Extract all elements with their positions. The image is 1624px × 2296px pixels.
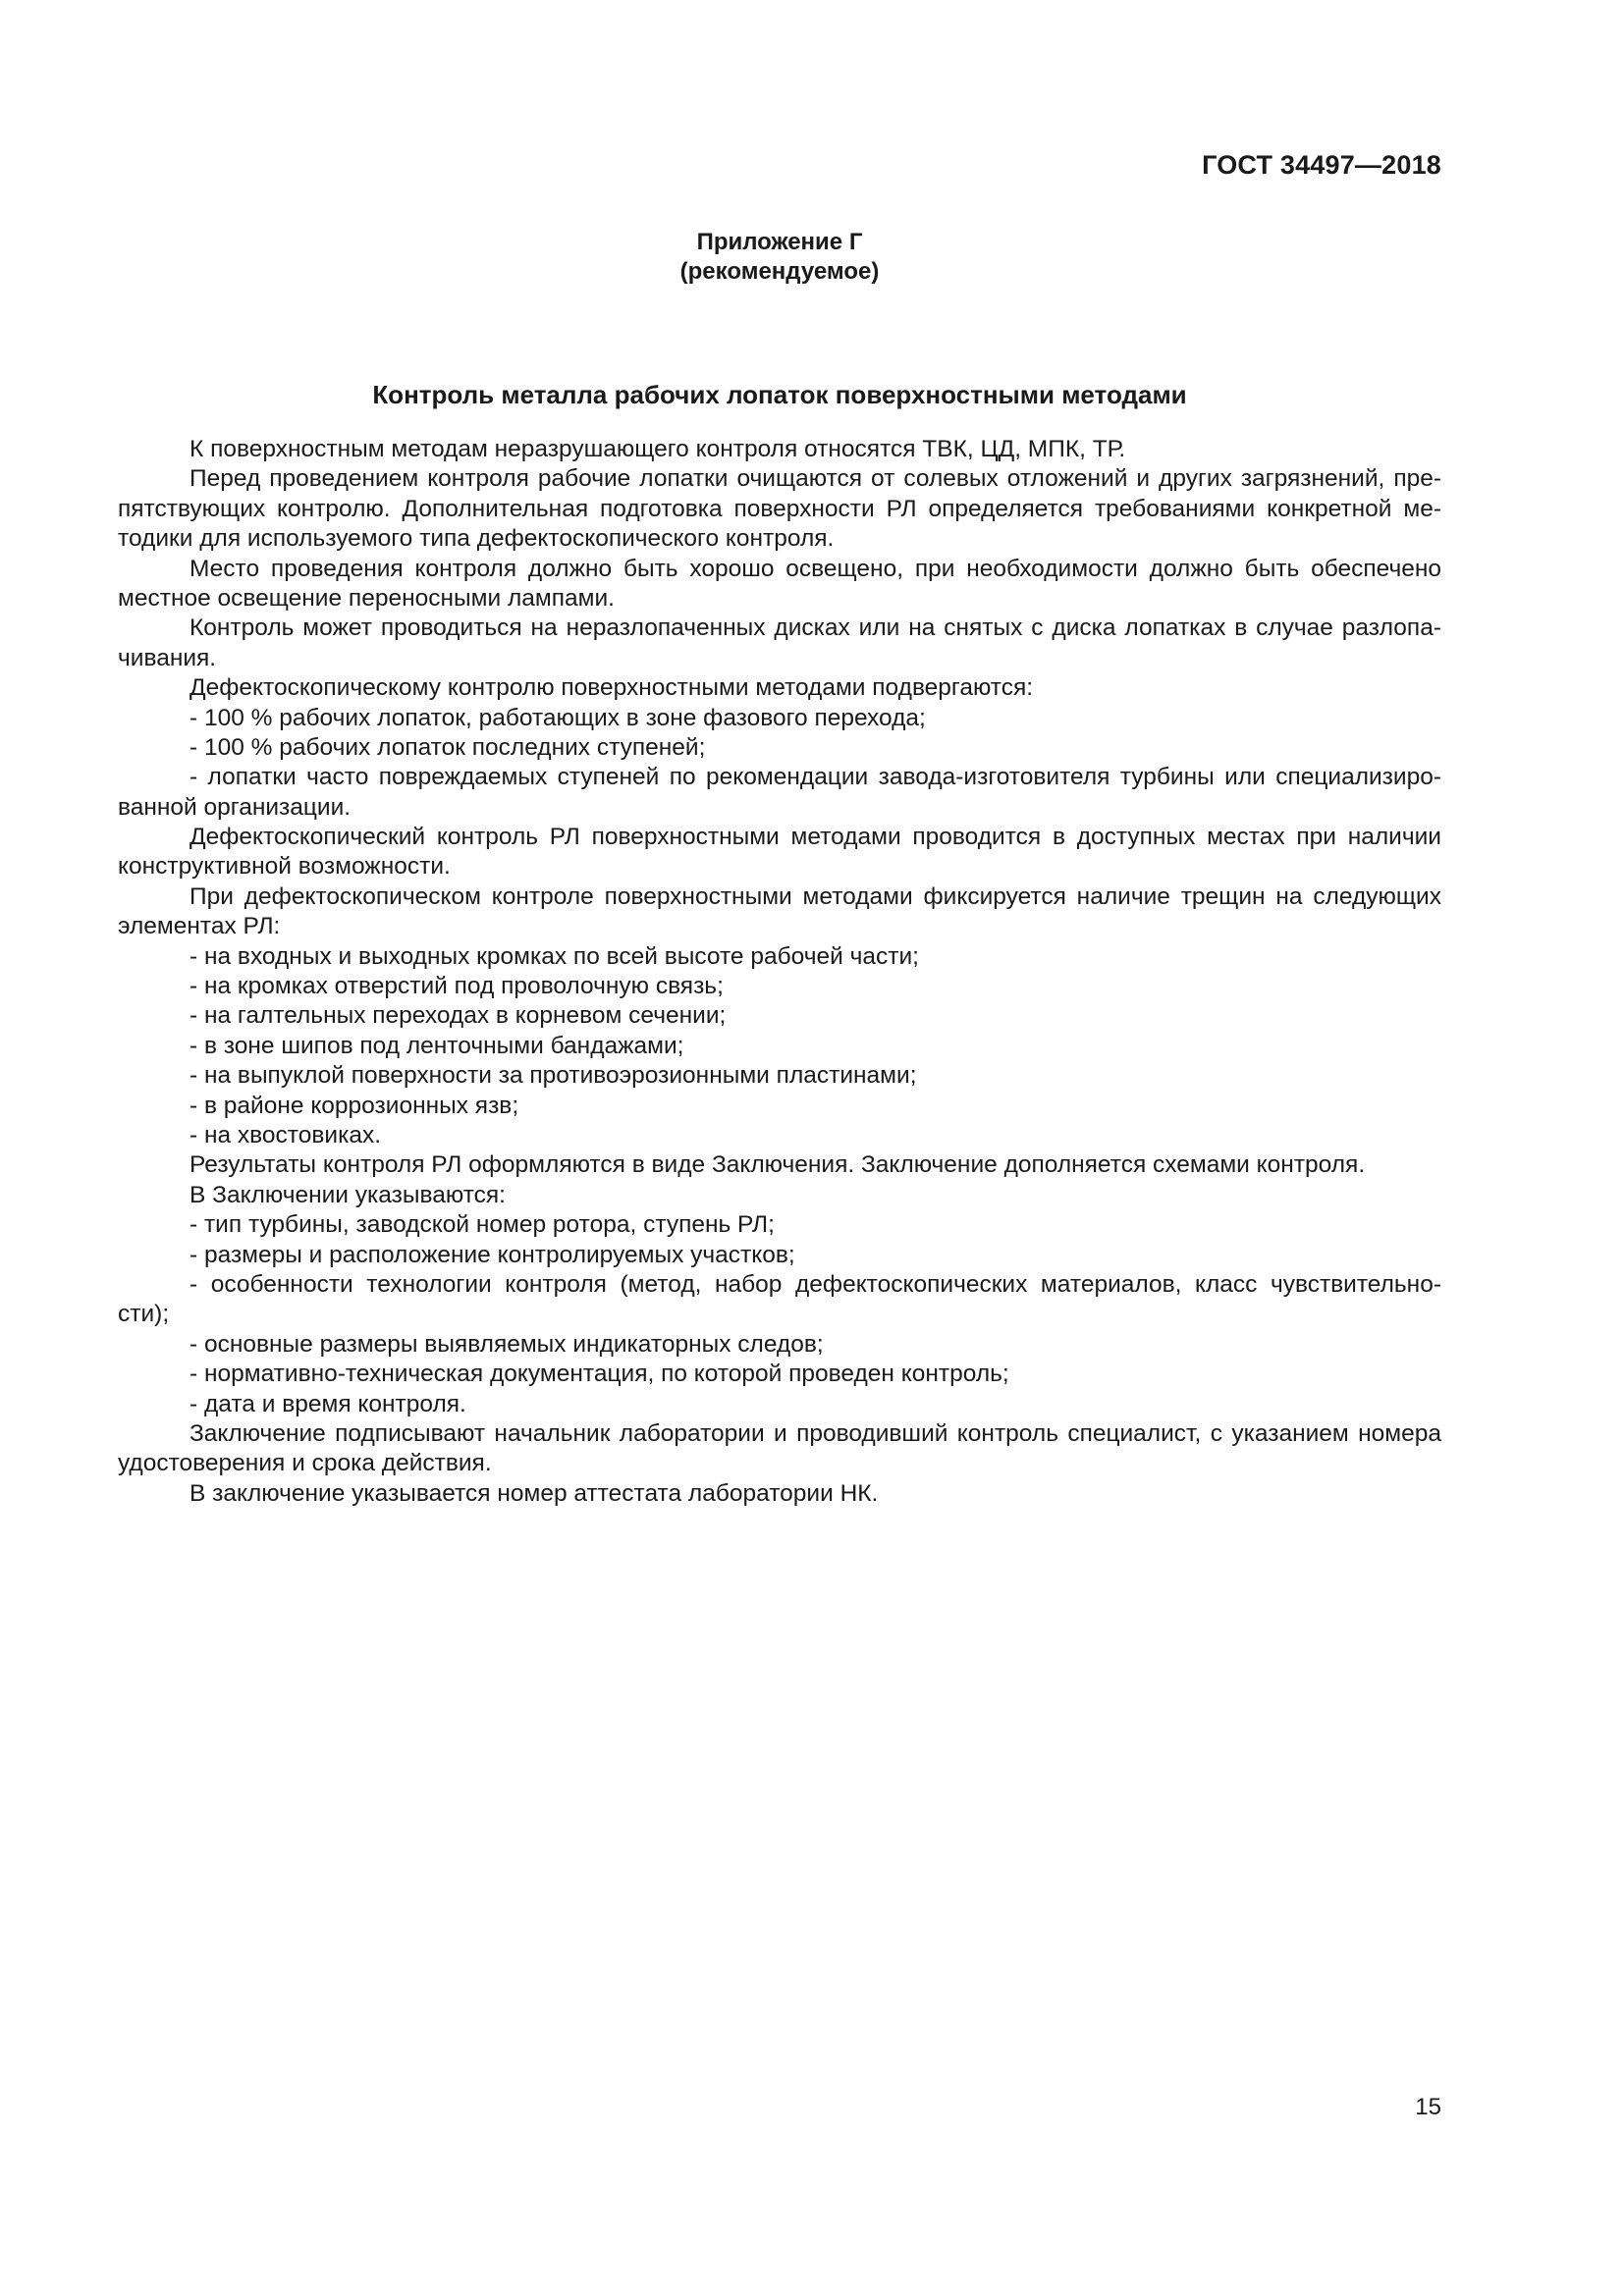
section-title: Контроль металла рабочих лопаток поверхностными методами [372,380,1187,409]
list-item: - на входных и выходных кромках по всей высоте рабочей части; [189,942,919,970]
document-code: ГОСТ 34497—2018 [1202,150,1441,180]
text-line: Результаты контроля РЛ оформляются в виде Заключения. Заключение дополняется схемами контроля. [189,1151,1366,1179]
list-item: - на хвостовиках. [189,1121,382,1148]
text-line: удостоверения и срока действия. [118,1450,492,1477]
text-line: В Заключении указываются: [189,1181,506,1208]
page-number: 15 [1415,2094,1441,2120]
list-item: - основные размеры выявляемых индикаторных следов; [189,1330,824,1358]
list-item: - в зоне шипов под ленточными бандажами; [189,1032,684,1059]
list-item: - нормативно-техническая документация, по которой проведен контроль; [189,1361,1009,1388]
text-line: ванной организации. [118,793,352,821]
appendix-heading [118,228,1441,287]
list-item: - лопатки часто повреждаемых ступеней по рекомендации завода-изготовителя турбины или специализиро- [189,764,1441,791]
list-item: - на выпуклой поверхности за противоэрозионными пластинами; [189,1062,917,1090]
text-line: К поверхностным методам неразрушающего контроля относятся ТВК, ЦД, МПК, ТР. [189,436,1126,462]
text-line: чивания. [118,644,217,671]
appendix-label: Приложение Г [696,229,863,255]
text-line: Дефектоскопический контроль РЛ поверхностными методами проводится в доступных местах при наличии [189,824,1441,851]
text-line: тодики для используемого типа дефектоскопического контроля. [118,525,835,553]
text-line: Контроль может проводиться на неразлопаченных дисках или на снятых с диска лопатках в случае разлопа- [189,614,1441,642]
list-item: - в районе коррозионных язв; [189,1092,519,1119]
text-line: В заключение указывается номер аттестата лаборатории НК. [189,1479,879,1507]
text-line: Заключение подписывают начальник лаборатории и проводивший контроль специалист, с указанием номера [189,1419,1441,1447]
list-item: - дата и время контроля. [189,1390,466,1417]
text-line: конструктивной возможности. [118,853,451,881]
text-line: сти); [118,1301,170,1328]
text-line: пятствующих контролю. Дополнительная подготовка поверхности РЛ определяется требованиями конкретной ме- [118,495,1441,522]
text-line: Дефектоскопическому контролю поверхностными методами подвергаются: [189,674,1034,702]
text-line: местное освещение переносными лампами. [118,584,615,612]
list-item: - 100 % рабочих лопаток последних ступеней; [189,733,706,761]
list-item: - особенности технологии контроля (метод, набор дефектоскопических материалов, класс чувствительно- [189,1270,1441,1298]
list-item: - 100 % рабочих лопаток, работающих в зоне фазового перехода; [189,704,926,731]
list-item: - размеры и расположение контролируемых участков; [189,1241,795,1268]
list-item: - тип турбины, заводской номер ротора, ступень РЛ; [189,1211,775,1239]
text-line: Перед проведением контроля рабочие лопатки очищаются от солевых отложений и других загрязнений, пре- [189,465,1441,493]
list-item: - на кромках отверстий под проволочную связь; [189,973,724,1000]
text-line: элементах РЛ: [118,913,281,940]
text-line: Место проведения контроля должно быть хорошо освещено, при необходимости должно быть обеспечено [189,555,1441,582]
text-line: При дефектоскопическом контроле поверхностными методами фиксируется наличие трещин на следующих [189,882,1441,910]
body-text [118,435,1441,1509]
appendix-status: (рекомендуемое) [679,258,880,285]
list-item: - на галтельных переходах в корневом сечении; [189,1002,727,1030]
